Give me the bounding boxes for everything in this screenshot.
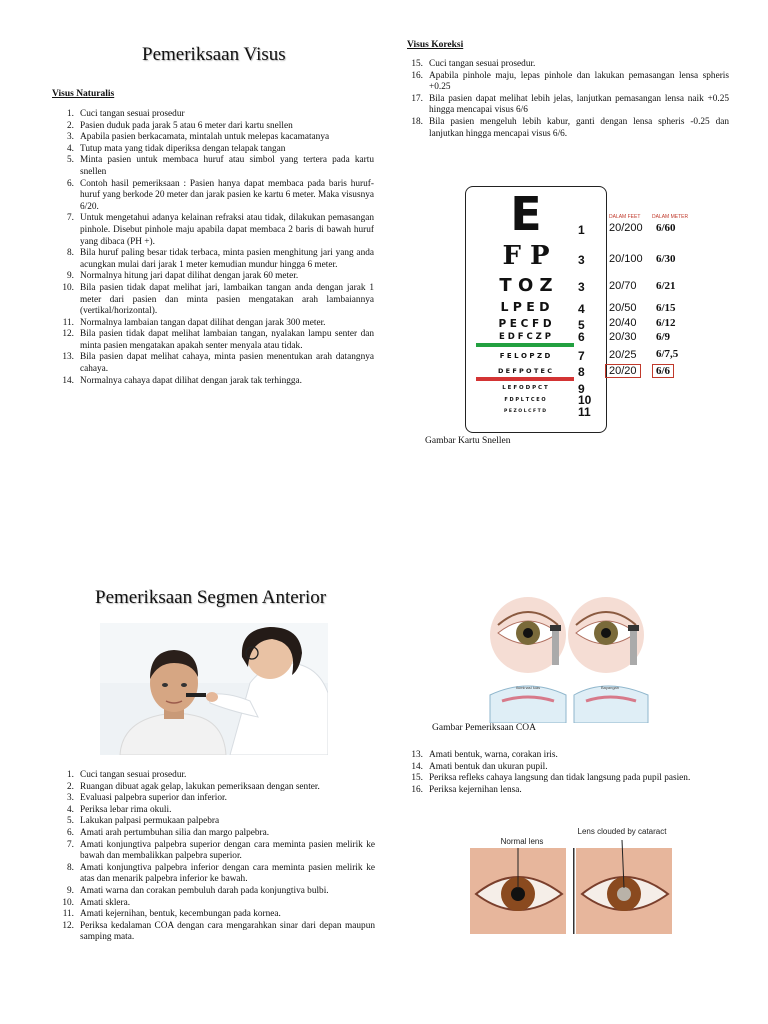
naturalis-item (54, 318, 374, 330)
visus-naturalis-list (54, 109, 374, 387)
anterior-item (54, 886, 375, 898)
koreksi-item-text: Apabila pinhole maju, lepas pinhole dan lakukan pemasangan lensa spheris +0.25 (429, 70, 729, 93)
snellen-header-feet: DALAM FEET (609, 214, 641, 220)
snellen-letters-2: F P (502, 241, 550, 271)
snellen-letters-7: F E L O P Z D (499, 352, 551, 360)
coa-label-right: Bayangan (600, 685, 620, 690)
anterior-item (54, 816, 375, 828)
naturalis-item (54, 352, 374, 375)
cataract-lens-label: Lens clouded by cataract (577, 827, 667, 836)
snellen-num-6: 6 (578, 330, 585, 344)
koreksi-item (403, 117, 729, 140)
naturalis-item (54, 248, 374, 271)
snellen-meter-6: 6/9 (656, 331, 671, 343)
snellen-meter-7: 6/7,5 (656, 348, 679, 360)
anterior-item (54, 840, 375, 863)
anterior-title: Pemeriksaan Segmen Anterior (95, 587, 327, 608)
snellen-num-8: 8 (578, 365, 585, 379)
naturalis-item-text: Normalnya hitung jari dapat dilihat dengan jarak 60 meter. (80, 271, 299, 282)
snellen-feet-7: 20/25 (609, 349, 637, 361)
naturalis-item-number: 5. (67, 155, 74, 166)
snellen-feet-6: 20/30 (609, 331, 637, 343)
snellen-letters-9: L E F O D P C T (502, 385, 548, 391)
coa-illustration (488, 595, 654, 723)
anterior-item (403, 773, 729, 785)
anterior-item-text: Periksa lebar rima okuli. (80, 804, 172, 815)
anterior-item-text: Ruangan dibuat agak gelap, lakukan pemeriksaan dengan senter. (80, 781, 320, 792)
naturalis-item-number: 7. (67, 213, 74, 224)
snellen-num-7: 7 (578, 349, 585, 363)
naturalis-item (54, 155, 374, 178)
anterior-item-number: 8. (67, 862, 74, 873)
naturalis-item-text: Bila huruf paling besar tidak terbaca, minta pasien menghitung jari yang anda acungkan mulai dari jarak 1 meter kemudian mundur hingga 6 meter. (80, 248, 374, 270)
anterior-item-text: Periksa kedalaman COA dengan cara mengarahkan sinar dari depan maupun samping mata. (80, 920, 375, 943)
snellen-letters-11: P E Z O L C F T D (503, 409, 547, 414)
naturalis-item (54, 329, 374, 352)
anterior-item-number: 11. (62, 909, 74, 920)
lens-illustration (470, 822, 734, 934)
snellen-red-line (476, 377, 574, 381)
snellen-feet-3: 20/70 (609, 280, 637, 292)
snellen-letters-6: E D F C Z P (498, 332, 552, 342)
snellen-meter-8: 6/6 (652, 364, 674, 378)
snellen-num-11: 11 (578, 405, 591, 419)
naturalis-item (54, 271, 374, 283)
anterior-item-number: 15. (411, 773, 423, 784)
naturalis-item-text: Apabila pasien berkacamata, mintalah untuk melepas kacamatanya (80, 132, 330, 143)
snellen-num-4: 4 (578, 302, 585, 316)
snellen-letters-1: E (510, 187, 542, 241)
naturalis-item (54, 144, 374, 156)
anterior-item-number: 1. (67, 770, 74, 780)
coa-eye-right (568, 597, 644, 673)
snellen-feet-4: 20/50 (609, 302, 637, 314)
normal-lens-label: Normal lens (500, 837, 544, 846)
anterior-item (54, 793, 375, 805)
snellen-feet-1: 20/200 (609, 222, 643, 234)
anterior-list-left (54, 770, 375, 944)
naturalis-item (54, 121, 374, 133)
snellen-feet-2: 20/100 (609, 253, 643, 265)
koreksi-item-text: Cuci tangan sesuai prosedur. (429, 59, 536, 69)
anterior-item (54, 782, 375, 794)
snellen-meter-3: 6/21 (656, 280, 676, 292)
anterior-item-number: 5. (67, 816, 74, 827)
snellen-header-meter: DALAM METER (652, 214, 689, 220)
anterior-item (403, 762, 729, 774)
visus-koreksi-list (403, 59, 729, 140)
anterior-item (54, 898, 375, 910)
snellen-caption: Gambar Kartu Snellen (425, 436, 511, 446)
naturalis-item-number: 14. (62, 375, 74, 386)
visus-title: Pemeriksaan Visus (142, 44, 286, 65)
snellen-feet-5: 20/40 (609, 317, 637, 329)
coa-eye-left (490, 597, 566, 673)
naturalis-item-number: 2. (67, 120, 74, 131)
naturalis-item-number: 8. (67, 248, 74, 259)
naturalis-item-number: 12. (62, 329, 74, 340)
naturalis-item-text: Normalnya lambaian tangan dapat dilihat dengan jarak 300 meter. (80, 317, 326, 328)
koreksi-item-number: 18. (411, 116, 423, 127)
anterior-item (54, 770, 375, 782)
anterior-item-text: Amati sklera. (80, 897, 131, 908)
anterior-item-number: 9. (67, 885, 74, 896)
naturalis-item-number: 1. (67, 109, 74, 119)
naturalis-item-text: Normalnya cahaya dapat dilihat dengan jarak tak terhingga. (80, 375, 302, 386)
anterior-item-text: Cuci tangan sesuai prosedur. (80, 770, 187, 780)
naturalis-item-text: Cuci tangan sesuai prosedur (80, 109, 185, 119)
anterior-item-number: 10. (62, 897, 74, 908)
anterior-item-number: 4. (67, 804, 74, 815)
snellen-green-line (476, 343, 574, 347)
anterior-item-text: Amati arah pertumbuhan silia dan margo palpebra. (80, 827, 270, 838)
naturalis-item-text: Bila pasien dapat melihat cahaya, minta pasien menentukan arah datangnya cahaya. (80, 352, 374, 375)
koreksi-item (403, 94, 729, 117)
koreksi-item (403, 59, 729, 71)
anterior-item-text: Periksa kejernihan lensa. (429, 784, 522, 795)
anterior-item-number: 14. (411, 761, 423, 772)
naturalis-item-number: 10. (62, 282, 74, 293)
snellen-letters-8: D E F P O T E C (497, 367, 553, 375)
naturalis-item (54, 109, 374, 121)
naturalis-item-number: 4. (67, 143, 74, 154)
doctor-exam-photo (100, 623, 328, 755)
anterior-item (54, 909, 375, 921)
snellen-num-2: 3 (578, 253, 585, 267)
naturalis-item (54, 283, 374, 318)
visus-koreksi-heading: Visus Koreksi (407, 40, 464, 50)
snellen-letters-5: P E C F D (498, 318, 552, 330)
anterior-item-number: 12. (62, 920, 74, 931)
anterior-item (54, 863, 375, 886)
koreksi-item-number: 17. (411, 93, 423, 104)
anterior-item (54, 921, 375, 944)
snellen-letters-4: L P E D (500, 299, 550, 314)
snellen-meter-4: 6/15 (656, 302, 676, 314)
naturalis-item-number: 9. (67, 271, 74, 282)
naturalis-item (54, 132, 374, 144)
snellen-num-1: 1 (578, 223, 585, 237)
anterior-item-text: Amati bentuk, warna, corakan iris. (429, 750, 558, 760)
koreksi-item-text: Bila pasien dapat melihat lebih jelas, lanjutkan pemasangan lensa naik +0.25 hingga mencapai visus 6/6 (429, 93, 729, 116)
coa-caption: Gambar Pemeriksaan COA (432, 723, 536, 733)
snellen-chart (465, 186, 607, 433)
naturalis-item-text: Untuk mengetahui adanya kelainan refraksi atau tidak, dilakukan pemasangan pinhole. Disebut pinhole maju apabila dapat membaca 2 baris di bawah huruf yang dibaca (PH +). (80, 213, 374, 247)
anterior-item-number: 3. (67, 793, 74, 804)
snellen-num-5: 5 (578, 318, 585, 332)
anterior-item (403, 785, 729, 797)
naturalis-item (54, 179, 374, 214)
snellen-meter-5: 6/12 (656, 317, 676, 329)
snellen-letters-10: F D P L T C E O (504, 397, 546, 403)
cataract-eye (576, 840, 672, 934)
naturalis-item-number: 13. (62, 352, 74, 363)
anterior-item-number: 6. (67, 827, 74, 838)
snellen-meter-1: 6/60 (656, 222, 676, 234)
naturalis-item-text: Pasien duduk pada jarak 5 atau 6 meter dari kartu snellen (80, 120, 293, 131)
visus-naturalis-heading: Visus Naturalis (52, 89, 115, 99)
snellen-letters-3: T O Z (499, 275, 553, 296)
anterior-item-number: 2. (67, 781, 74, 792)
naturalis-item-text: Tutup mata yang tidak diperiksa dengan telapak tangan (80, 143, 286, 154)
anterior-item-text: Lakukan palpasi permukaan palpebra (80, 816, 220, 827)
koreksi-item-text: Bila pasien mengeluh lebih kabur, ganti dengan lensa spheris -0.25 dan lanjutkan hingga mencapai visus 6/6. (429, 116, 729, 139)
naturalis-item-text: Bila pasien tidak dapat melihat lambaian tangan, nyalakan lampu senter dan minta pasien mengatakan apakah senter menyala atau tidak. (80, 329, 374, 351)
anterior-item-number: 16. (411, 784, 423, 795)
anterior-item-text: Amati kejernihan, bentuk, kecembungan pada kornea. (80, 909, 281, 920)
normal-eye (470, 848, 566, 934)
anterior-item-text: Evaluasi palpebra superior dan inferior. (80, 793, 227, 804)
naturalis-item-number: 11. (62, 317, 74, 328)
anterior-item-text: Amati konjungtiva palpebra inferior dengan cara meminta pasien melirik ke atas dan menarik palpebra inferior ke bawah. (80, 862, 375, 885)
anterior-item-text: Amati konjungtiva palpebra superior dengan cara meminta pasien melirik ke bawah dan membalikkan palpebra superior. (80, 839, 375, 862)
coa-label-left: Iluminasi luas (515, 685, 541, 690)
naturalis-item-text: Bila pasien tidak dapat melihat jari, lambaikan tangan anda dengan jarak 1 meter dari pasien dan minta pasien mengatakan arah lambaiannya (vertikal/horizontal). (80, 282, 374, 317)
snellen-num-9: 9 (578, 382, 585, 396)
anterior-item-text: Amati warna dan corakan pembuluh darah pada konjungtiva bulbi. (80, 885, 329, 896)
naturalis-item (54, 213, 374, 248)
anterior-item-number: 13. (411, 750, 423, 760)
snellen-feet-8: 20/20 (605, 364, 641, 378)
snellen-num-10: 10 (578, 393, 592, 407)
naturalis-item-text: Contoh hasil pemeriksaan : Pasien hanya dapat membaca pada baris huruf-huruf yang berkode 20 meter dan jarak pasien ke kartu 6 meter. Maka visusnya 6/20. (80, 178, 374, 212)
naturalis-item-number: 6. (67, 178, 74, 189)
anterior-item (403, 750, 729, 762)
koreksi-item (403, 71, 729, 94)
snellen-meter-2: 6/30 (656, 253, 676, 265)
koreksi-item-number: 16. (411, 70, 423, 81)
naturalis-item-number: 3. (67, 132, 74, 143)
snellen-num-3: 3 (578, 280, 585, 294)
naturalis-item-text: Minta pasien untuk membaca huruf atau simbol yang tertera pada kartu snellen (80, 155, 374, 177)
anterior-list-right (403, 750, 729, 796)
anterior-item-text: Amati bentuk dan ukuran pupil. (429, 761, 548, 772)
anterior-item (54, 805, 375, 817)
koreksi-item-number: 15. (411, 59, 423, 69)
anterior-item (54, 828, 375, 840)
anterior-item-number: 7. (67, 839, 74, 850)
anterior-item-text: Periksa refleks cahaya langsung dan tidak langsung pada pupil pasien. (429, 773, 691, 784)
naturalis-item (54, 376, 374, 388)
